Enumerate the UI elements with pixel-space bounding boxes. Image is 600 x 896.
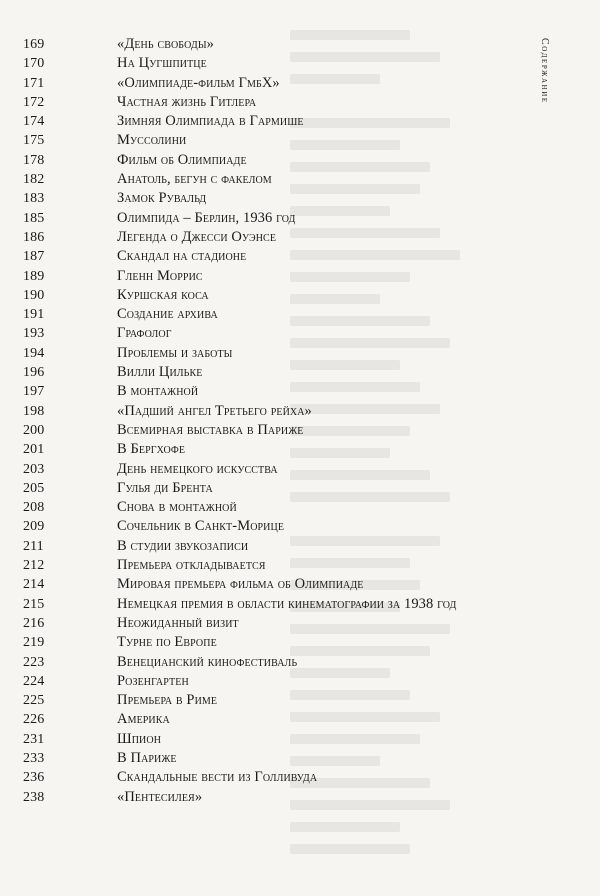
- toc-entry[interactable]: [0, 479, 520, 498]
- toc-entry[interactable]: [0, 749, 520, 768]
- toc-entry-title: В Париже: [117, 749, 177, 766]
- toc-page-number: 223: [23, 654, 45, 670]
- toc-page-number: 215: [23, 596, 45, 612]
- toc-entry-title: Вилли Цильке: [117, 364, 203, 381]
- toc-entry[interactable]: [0, 460, 520, 479]
- toc-entry[interactable]: [0, 189, 520, 208]
- toc-page-number: 225: [23, 693, 45, 709]
- toc-entry[interactable]: [0, 633, 520, 652]
- toc-page-number: 182: [23, 172, 45, 188]
- toc-page-number: 194: [23, 345, 45, 361]
- toc-page-number: 216: [23, 615, 45, 631]
- toc-entry-title: Проблемы и заботы: [117, 344, 233, 361]
- toc-entry[interactable]: [0, 35, 520, 54]
- toc-entry-title: Америка: [117, 711, 170, 728]
- toc-page-number: 238: [23, 789, 45, 805]
- toc-entry[interactable]: [0, 595, 520, 614]
- toc-entry[interactable]: [0, 517, 520, 536]
- toc-page-number: 170: [23, 56, 45, 72]
- toc-entry-title: Премьера в Риме: [117, 692, 218, 709]
- toc-entry-title: Неожиданный визит: [117, 614, 239, 631]
- toc-entry[interactable]: [0, 768, 520, 787]
- toc-entry[interactable]: [0, 228, 520, 247]
- toc-entry[interactable]: [0, 537, 520, 556]
- toc-page-number: 196: [23, 365, 45, 381]
- toc-entry-title: Анатоль, бегун с факелом: [117, 171, 272, 188]
- toc-entry[interactable]: [0, 112, 520, 131]
- toc-page-number: 203: [23, 461, 45, 477]
- toc-entry-title: Гленн Моррис: [117, 267, 203, 284]
- section-title: Содержание: [539, 38, 550, 104]
- toc-page-number: 205: [23, 480, 45, 496]
- toc-entry-title: В Бергхофе: [117, 441, 186, 458]
- toc-page-number: 231: [23, 731, 45, 747]
- toc-page-number: 197: [23, 384, 45, 400]
- toc-page-number: 224: [23, 673, 45, 689]
- toc-entry-title: В монтажной: [117, 383, 199, 400]
- running-header: [534, 30, 554, 190]
- toc-entry-title: Снова в монтажной: [117, 499, 237, 516]
- toc-page-number: 191: [23, 307, 45, 323]
- toc-page-number: 236: [23, 770, 45, 786]
- toc-entry[interactable]: [0, 421, 520, 440]
- toc-page-number: 208: [23, 500, 45, 516]
- toc-entry[interactable]: [0, 247, 520, 266]
- toc-entry[interactable]: [0, 498, 520, 517]
- toc-entry[interactable]: [0, 691, 520, 710]
- toc-entry-title: «День свободы»: [117, 36, 214, 52]
- toc-entry-title: Мировая премьера фильма об Олимпиаде: [117, 576, 364, 593]
- table-of-contents: [0, 35, 520, 807]
- toc-entry[interactable]: [0, 363, 520, 382]
- toc-entry-title: Всемирная выставка в Париже: [117, 421, 304, 438]
- toc-entry-title: День немецкого искусства: [117, 460, 278, 477]
- toc-page-number: 175: [23, 133, 45, 149]
- toc-entry[interactable]: [0, 74, 520, 93]
- toc-entry-title: «Падший ангел Третьего рейха»: [117, 402, 312, 419]
- toc-page-number: 183: [23, 191, 45, 207]
- toc-page-number: 209: [23, 519, 45, 535]
- toc-entry-title: Скандал на стадионе: [117, 248, 247, 265]
- toc-entry[interactable]: [0, 93, 520, 112]
- toc-entry-title: Создание архива: [117, 306, 218, 323]
- toc-entry[interactable]: [0, 324, 520, 343]
- toc-entry[interactable]: [0, 305, 520, 324]
- toc-entry-title: Гулья ди Брента: [117, 479, 213, 496]
- toc-entry-title: «Пентесилея»: [117, 788, 203, 805]
- toc-entry[interactable]: [0, 672, 520, 691]
- toc-entry[interactable]: [0, 556, 520, 575]
- toc-page-number: 201: [23, 442, 45, 458]
- toc-entry[interactable]: [0, 575, 520, 594]
- toc-entry[interactable]: [0, 440, 520, 459]
- toc-entry[interactable]: [0, 267, 520, 286]
- toc-entry-title: Куршская коса: [117, 286, 209, 303]
- toc-page-number: 178: [23, 152, 45, 168]
- toc-page-number: 171: [23, 75, 45, 91]
- toc-entry[interactable]: [0, 788, 520, 807]
- toc-entry-title: На Цугшпитце: [117, 55, 207, 72]
- toc-entry-title: Немецкая премия в области кинематографии за 1938 год: [117, 595, 457, 612]
- toc-entry-title: Фильм об Олимпиаде: [117, 151, 247, 168]
- toc-entry[interactable]: [0, 382, 520, 401]
- toc-entry-title: Зимняя Олимпиада в Гармише: [117, 113, 304, 130]
- toc-page-number: 189: [23, 268, 45, 284]
- toc-entry-title: Премьера откладывается: [117, 557, 266, 574]
- toc-entry-title: Сочельник в Санкт-Морице: [117, 518, 285, 535]
- toc-entry-title: Скандальные вести из Голливуда: [117, 769, 318, 786]
- toc-entry-title: Муссолини: [117, 132, 187, 149]
- toc-page-number: 174: [23, 114, 45, 130]
- toc-page-number: 233: [23, 750, 45, 766]
- toc-page-number: 186: [23, 229, 45, 245]
- toc-page-number: 211: [23, 538, 44, 554]
- toc-entry[interactable]: [0, 730, 520, 749]
- toc-entry-title: Шпион: [117, 730, 162, 747]
- toc-entry[interactable]: [0, 710, 520, 729]
- toc-page-number: 187: [23, 249, 45, 265]
- toc-entry-title: Турне по Европе: [117, 634, 217, 651]
- toc-entry-title: Венецианский кинофестиваль: [117, 653, 298, 670]
- toc-entry[interactable]: [0, 653, 520, 672]
- toc-page-number: 212: [23, 558, 45, 574]
- toc-entry[interactable]: [0, 209, 520, 228]
- toc-entry-title: «Олимпиаде-фильм ГмбХ»: [117, 74, 280, 91]
- toc-page-number: 172: [23, 94, 45, 110]
- toc-page-number: 200: [23, 422, 45, 438]
- toc-entry[interactable]: [0, 286, 520, 305]
- toc-entry-title: Замок Рувальд: [117, 190, 207, 207]
- toc-entry[interactable]: [0, 614, 520, 633]
- toc-page-number: 190: [23, 287, 45, 303]
- toc-page-number: 214: [23, 577, 45, 593]
- toc-page-number: 198: [23, 403, 45, 419]
- toc-page-number: 226: [23, 712, 45, 728]
- toc-entry-title: В студии звукозаписи: [117, 537, 249, 554]
- toc-entry-title: Легенда о Джесси Оуэнсе: [117, 228, 277, 245]
- toc-entry[interactable]: [0, 344, 520, 363]
- toc-entry-title: Графолог: [117, 325, 172, 342]
- toc-page-number: 193: [23, 326, 45, 342]
- toc-page-number: 185: [23, 210, 45, 226]
- toc-entry-title: Розенгартен: [117, 672, 189, 689]
- toc-entry-title: Частная жизнь Гитлера: [117, 93, 257, 110]
- toc-entry[interactable]: [0, 131, 520, 150]
- toc-entry[interactable]: [0, 170, 520, 189]
- toc-entry-title: Олимпида – Берлин, 1936 год: [117, 209, 296, 226]
- toc-entry[interactable]: [0, 151, 520, 170]
- toc-entry[interactable]: [0, 54, 520, 73]
- toc-page-number: 219: [23, 635, 45, 651]
- toc-page-number: 169: [23, 37, 45, 52]
- toc-entry[interactable]: [0, 402, 520, 421]
